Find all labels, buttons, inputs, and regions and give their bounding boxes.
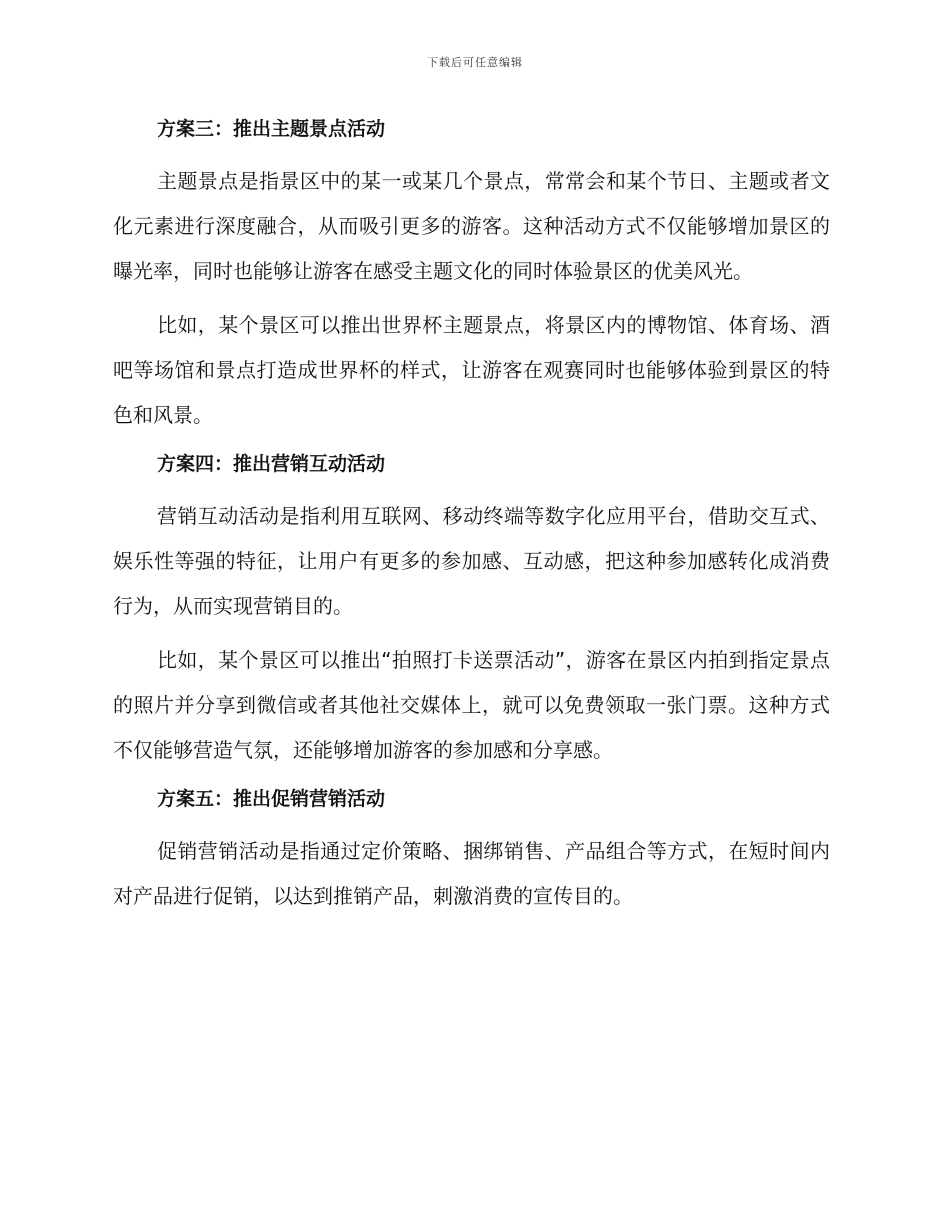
section-paragraph: 比如，某个景区可以推出世界杯主题景点，将景区内的博物馆、体育场、酒吧等场馆和景点打造成世界杯的样式，让游客在观赛同时也能够体验到景区的特色和风景。: [113, 313, 830, 427]
section-heading: 方案五：推出促销营销活动: [157, 788, 386, 810]
section-plan-four: [113, 447, 830, 782]
section-heading: 方案三：推出主题景点活动: [157, 118, 386, 140]
section-plan-five: [113, 782, 830, 919]
section-paragraph: 促销营销活动是指通过定价策略、捆绑销售、产品组合等方式，在短时间内对产品进行促销，以达到推销产品，刺激消费的宣传目的。: [113, 839, 830, 908]
section-paragraph: 主题景点是指景区中的某一或某几个景点，常常会和某个节日、主题或者文化元素进行深度融合，从而吸引更多的游客。这种活动方式不仅能够增加景区的曝光率，同时也能够让游客在感受主题文化的同时体验景区的优美风光。: [113, 169, 830, 283]
section-heading: 方案四：推出营销互动活动: [157, 453, 386, 475]
section-paragraph: 比如，某个景区可以推出“拍照打卡送票活动”，游客在景区内拍到指定景点的照片并分享到微信或者其他社交媒体上，就可以免费领取一张门票。这种方式不仅能够营造气氛，还能够增加游客的参加感和分享感。: [113, 648, 830, 762]
section-paragraph: 营销互动活动是指利用互联网、移动终端等数字化应用平台，借助交互式、娱乐性等强的特征，让用户有更多的参加感、互动感，把这种参加感转化成消费行为，从而实现营销目的。: [113, 504, 830, 618]
page-header-note: 下载后可任意编辑: [427, 56, 523, 69]
section-plan-three: [113, 112, 830, 447]
document-body: [113, 112, 830, 919]
